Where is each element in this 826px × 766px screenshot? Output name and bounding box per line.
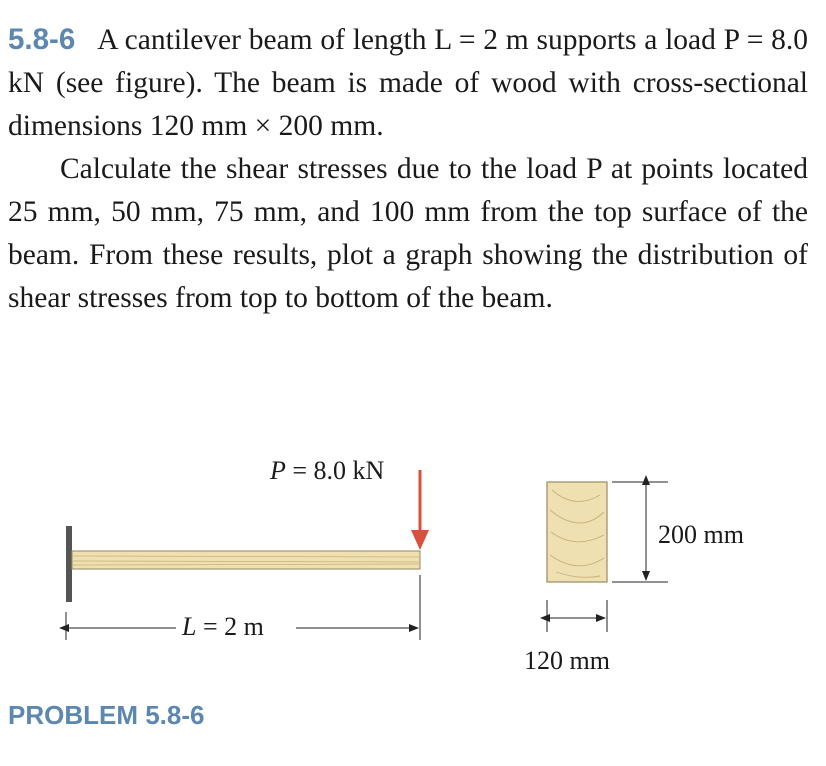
cantilever-beam [72, 551, 420, 569]
problem-paragraph-1 [8, 18, 808, 148]
problem-caption: PROBLEM 5.8-6 [8, 700, 205, 730]
length-value: = 2 m [196, 612, 264, 641]
load-arrow [411, 470, 429, 550]
problem-statement [8, 18, 808, 320]
load-label [270, 456, 384, 486]
problem-paragraph-2: Calculate the shear stresses due to the load P at points located 25 mm, 50 mm, 75 mm, and 100 mm from the top surface of the beam. From these results, plot a graph showing the distribution of shear stresses from top to bottom of the beam. [8, 153, 808, 314]
cross-section [547, 482, 607, 582]
height-label: 200 mm [658, 520, 744, 549]
width-label: 120 mm [524, 646, 610, 675]
load-symbol: P [270, 456, 286, 485]
problem-text-1: A cantilever beam of length L = 2 m supports a load P = 8.0 kN (see figure). The beam is made of wood with cross-sectional dimensions 120 mm × 200 mm. [8, 24, 808, 142]
width-dimension [547, 600, 607, 632]
length-label [182, 612, 264, 642]
problem-number: 5.8-6 [8, 23, 76, 56]
fixed-wall [66, 526, 72, 602]
figure-drawing [0, 440, 826, 740]
load-value: = 8.0 kN [285, 456, 385, 485]
length-symbol: L [182, 612, 197, 641]
problem-figure [0, 440, 826, 740]
